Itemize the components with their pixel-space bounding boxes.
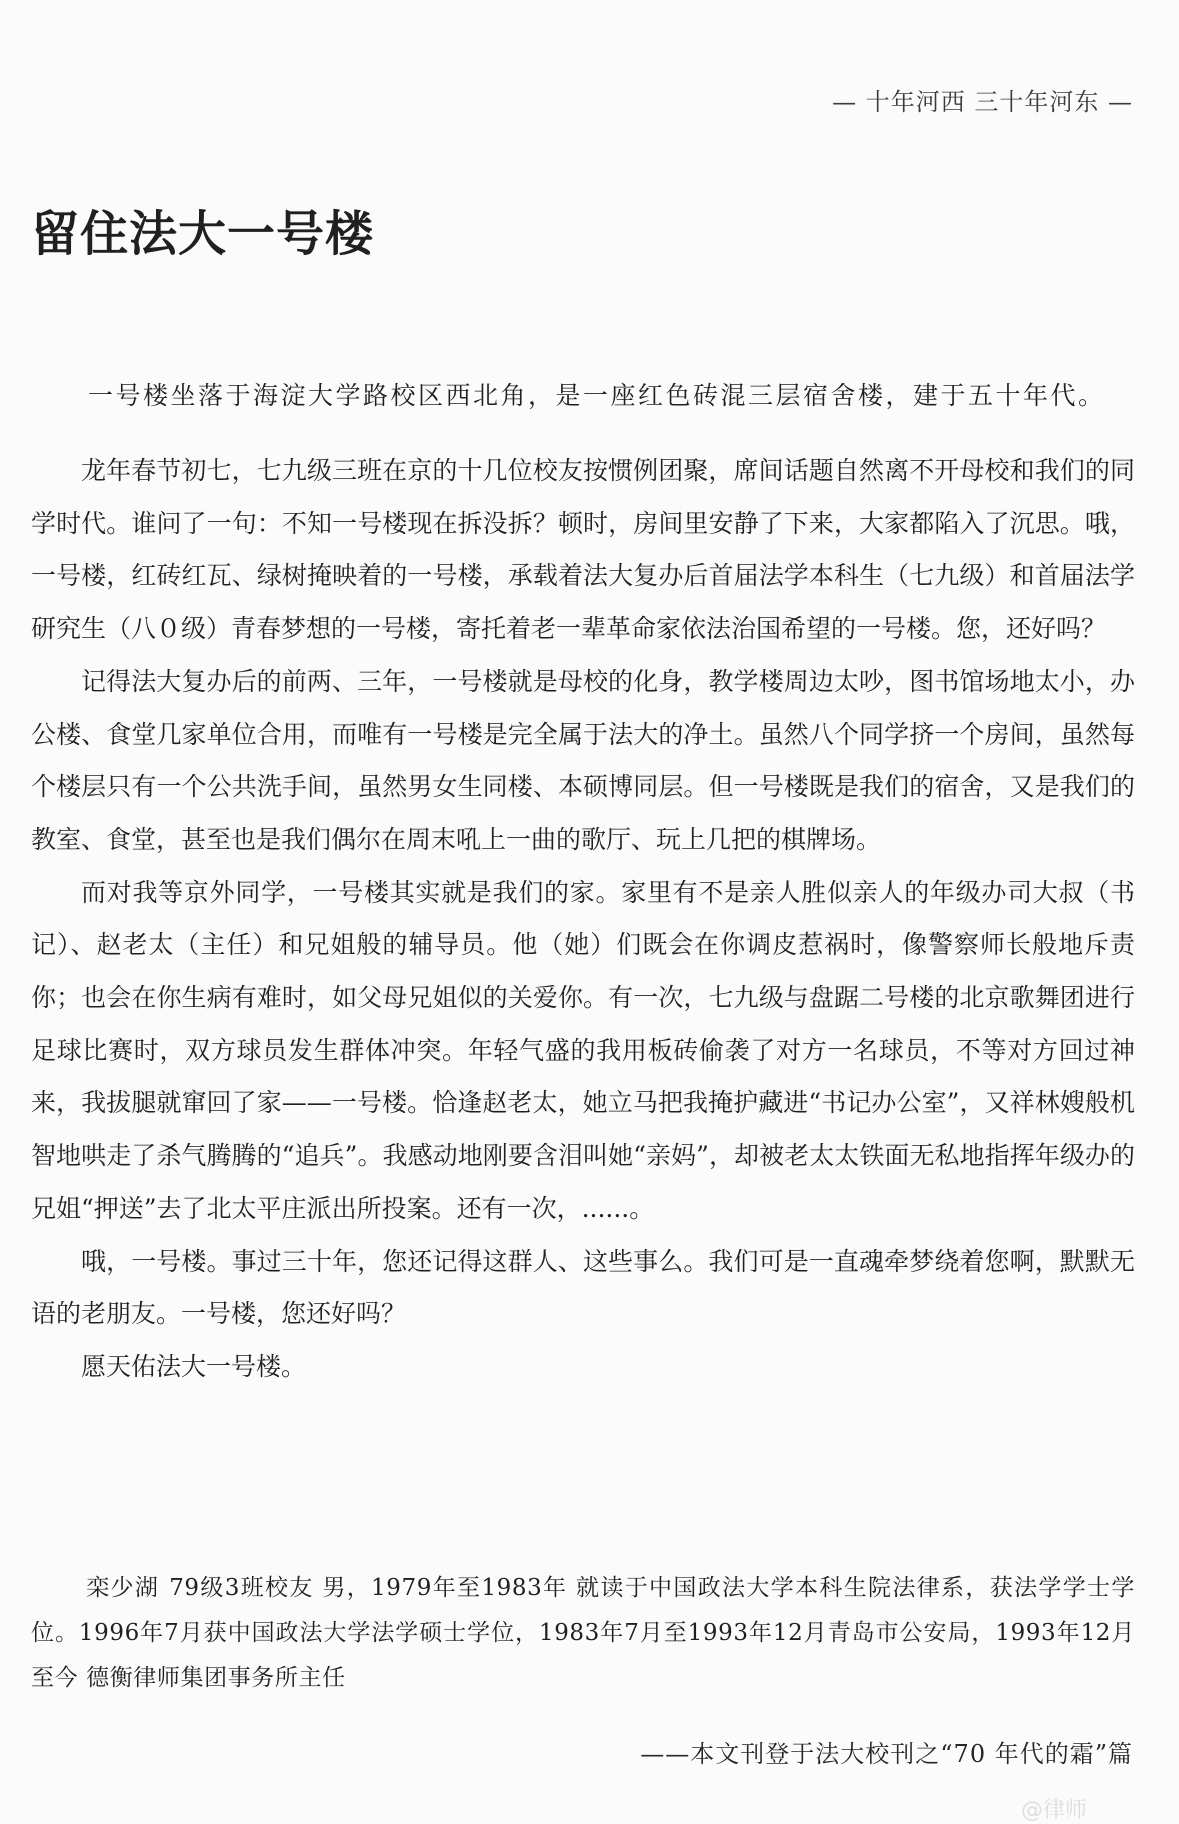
body-paragraph: 记得法大复办后的前两、三年，一号楼就是母校的化身，教学楼周边太吵，图书馆场地太小，办公楼、食堂几家单位合用，而唯有一号楼是完全属于法大的净土。虽然八个同学挤一个房间，虽然每个楼层只有一个公共洗手间，虽然男女生同楼、本硕博同层。但一号楼既是我们的宿舍，又是我们的教室、食堂，甚至也是我们偶尔在周末吼上一曲的歌厅、玩上几把的棋牌场。 (31, 666, 1135, 854)
running-header: — 十年河西 三十年河东 — (832, 88, 1133, 116)
body-paragraph: 龙年春节初七，七九级三班在京的十几位校友按惯例团聚，席间话题自然离不开母校和我们的同学时代。谁问了一句：不知一号楼现在拆没拆？顿时，房间里安静了下来，大家都陷入了沉思。哦，一号楼，红砖红瓦、绿树掩映着的一号楼，承载着法大复办后首届法学本科生（七九级）和首届法学研究生（八０级）青春梦想的一号楼，寄托着老一辈革命家依法治国希望的一号楼。您，还好吗？ (31, 456, 1135, 644)
article-body (31, 445, 1135, 1394)
author-bio-text: 79级3班校友 男，1979年至1983年 就读于中国政法大学本科生院法律系，获法学学士学位。1996年7月获中国政法大学法学硕士学位，1983年7月至1993年12月青岛市公安局，1993年12月至今 德衡律师集团事务所主任 (31, 1575, 1135, 1691)
watermark: @律师 (1020, 1798, 1087, 1823)
article-title: 留住法大一号楼 (31, 206, 375, 262)
author-name: 栾少湖 (86, 1575, 160, 1601)
article-lead: 一号楼坐落于海淀大学路校区西北角，是一座红色砖混三层宿舍楼，建于五十年代。 (88, 381, 1106, 410)
body-paragraph: 哦，一号楼。事过三十年，您还记得这群人、这些事么。我们可是一直魂牵梦绕着您啊，默默无语的老朋友。一号楼，您还好吗？ (31, 1246, 1135, 1329)
author-bio (31, 1566, 1135, 1701)
body-paragraph: 而对我等京外同学，一号楼其实就是我们的家。家里有不是亲人胜似亲人的年级办司大叔（书记）、赵老太（主任）和兄姐般的辅导员。他（她）们既会在你调皮惹祸时，像警察师长般地斥责你；也会在你生病有难时，如父母兄姐似的关爱你。有一次，七九级与盘踞二号楼的北京歌舞团进行足球比赛时，双方球员发生群体冲突。年轻气盛的我用板砖偷袭了对方一名球员，不等对方回过神来，我拔腿就窜回了家——一号楼。恰逢赵老太，她立马把我掩护藏进“书记办公室”，又祥林嫂般机智地哄走了杀气腾腾的“追兵”。我感动地刚要含泪叫她“亲妈”，却被老太太铁面无私地指挥年级办的兄姐“押送”去了北太平庄派出所投案。还有一次，......。 (31, 877, 1135, 1223)
body-paragraph: 愿天佑法大一号楼。 (81, 1351, 307, 1381)
source-note: ——本文刊登于法大校刊之“70 年代的霜”篇 (640, 1740, 1133, 1768)
